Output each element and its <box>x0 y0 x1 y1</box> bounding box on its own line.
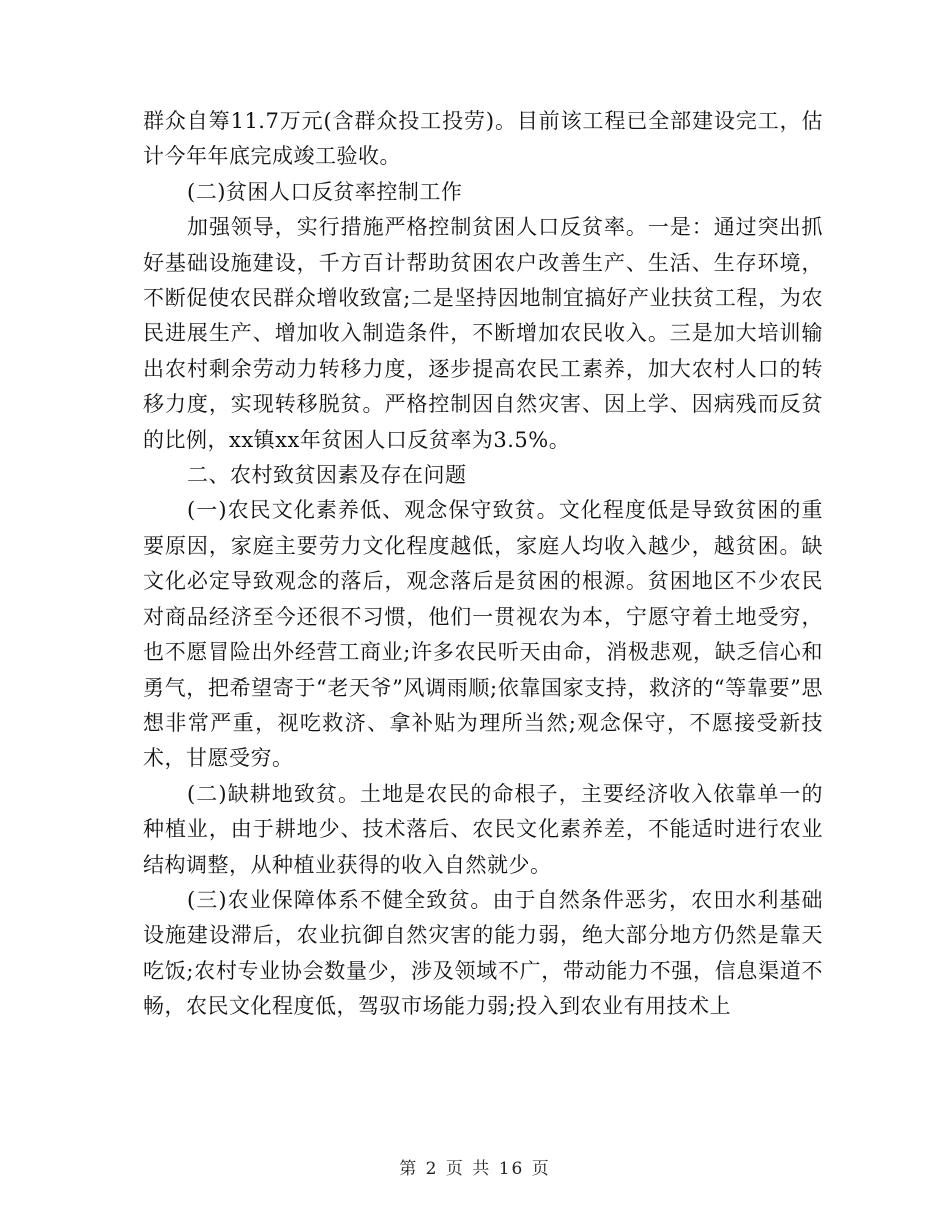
paragraph-7: (三)农业保障体系不健全致贫。由于自然条件恶劣，农田水利基础设施建设滞后，农业抗御自然灾害的能力弱，绝大部分地方仍然是靠天吃饭;农村专业协会数量少，涉及领域不广，带动能力不强，信息渠道不畅，农民文化程度低，驾驭市场能力弱;投入到农业有用技术上 <box>143 887 823 1019</box>
page-number-footer: 第 2 页 共 16 页 <box>399 1159 551 1179</box>
section-heading-poverty-factors: 二、农村致贫因素及存在问题 <box>187 463 467 488</box>
paragraph-6: (二)缺耕地致贫。土地是农民的命根子，主要经济收入依靠单一的种植业，由于耕地少、技术落后、农民文化素养差，不能适时进行农业结构调整，从种植业获得的收入自然就少。 <box>143 781 823 877</box>
document-body <box>143 104 823 1025</box>
section-heading-poverty-rate-control: (二)贫困人口反贫率控制工作 <box>187 179 463 204</box>
paragraph-5: (一)农民文化素养低、观念保守致贫。文化程度低是导致贫困的重要原因，家庭主要劳力文化程度越低，家庭人均收入越少，越贫困。缺文化必定导致观念的落后，观念落后是贫困的根源。贫困地区不少农民对商品经济至今还很不习惯，他们一贯视农为本，宁愿守着土地受穷，也不愿冒险出外经营工商业;许多农民听天由命，消极悲观，缺乏信心和勇气，把希望寄于“老天爷”风调雨顺;依靠国家支持，救济的“等靠要”思想非常严重，视吃救济、拿补贴为理所当然;观念保守，不愿接受新技术，甘愿受穷。 <box>143 498 823 771</box>
paragraph-1: 群众自筹11.7万元(含群众投工投劳)。目前该工程已全部建设完工，估计今年年底完成竣工验收。 <box>143 109 823 169</box>
paragraph-3: 加强领导，实行措施严格控制贫困人口反贫率。一是：通过突出抓好基础设施建设，千方百计帮助贫困农户改善生产、生活、生存环境，不断促使农民群众增收致富;二是坚持因地制宜搞好产业扶贫工程，为农民进展生产、增加收入制造条件，不断增加农民收入。三是加大培训输出农村剩余劳动力转移力度，逐步提高农民工素养，加大农村人口的转移力度，实现转移脱贫。严格控制因自然灾害、因上学、因病残而反贫的比例，xx镇xx年贫困人口反贫率为3.5%。 <box>143 215 823 452</box>
